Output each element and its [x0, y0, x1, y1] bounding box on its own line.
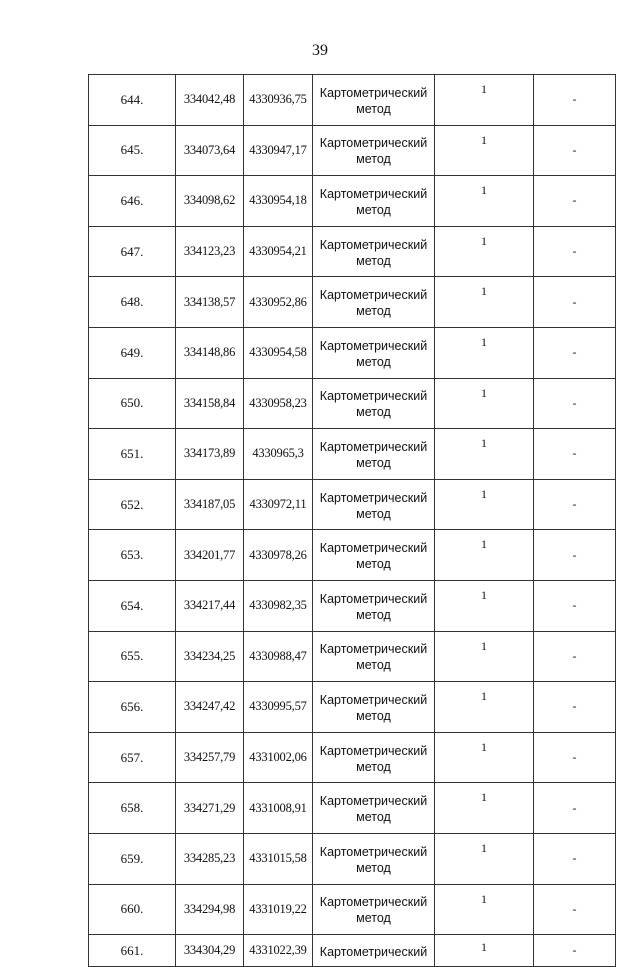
- accuracy-cell: 1: [435, 125, 534, 176]
- y-coordinate-cell: 4330982,35: [244, 580, 313, 631]
- accuracy-cell: 1: [435, 783, 534, 834]
- method-cell: [313, 783, 435, 834]
- page-number: 39: [312, 42, 328, 59]
- y-coordinate-cell: 4330947,17: [244, 125, 313, 176]
- y-coordinate-cell: 4330988,47: [244, 631, 313, 682]
- note-cell: -: [534, 884, 616, 935]
- note-cell: -: [534, 378, 616, 429]
- table-row: [89, 935, 616, 967]
- table-row: [89, 429, 616, 480]
- method-line-1: Картометрический: [319, 237, 428, 252]
- x-coordinate-cell: 334234,25: [176, 631, 244, 682]
- method-cell: [313, 884, 435, 935]
- point-number-cell: 649.: [89, 327, 176, 378]
- table-row: [89, 682, 616, 733]
- table-row: [89, 479, 616, 530]
- method-line-2: метод: [356, 455, 391, 470]
- note-cell: -: [534, 327, 616, 378]
- y-coordinate-cell: 4330954,18: [244, 176, 313, 227]
- table-row: [89, 327, 616, 378]
- method-cell: [313, 732, 435, 783]
- method-line-2: метод: [356, 607, 391, 622]
- table-row: [89, 783, 616, 834]
- accuracy-cell: 1: [435, 935, 534, 967]
- note-cell: -: [534, 479, 616, 530]
- table-row: [89, 378, 616, 429]
- method-line-1: Картометрический: [319, 642, 428, 657]
- x-coordinate-cell: 334201,77: [176, 530, 244, 581]
- accuracy-cell: 1: [435, 833, 534, 884]
- method-cell: [313, 530, 435, 581]
- method-cell: [313, 631, 435, 682]
- accuracy-cell: 1: [435, 176, 534, 227]
- point-number-cell: 652.: [89, 479, 176, 530]
- accuracy-cell: 1: [435, 75, 534, 126]
- point-number-cell: 646.: [89, 176, 176, 227]
- table-row: [89, 226, 616, 277]
- method-cell: [313, 682, 435, 733]
- table-row: [89, 530, 616, 581]
- method-line-1: Картометрический: [319, 743, 428, 758]
- y-coordinate-cell: 4331022,39: [244, 935, 313, 967]
- note-cell: -: [534, 783, 616, 834]
- note-cell: -: [534, 176, 616, 227]
- table-row: [89, 125, 616, 176]
- note-cell: -: [534, 631, 616, 682]
- method-line-1: Картометрический: [319, 944, 428, 959]
- accuracy-cell: 1: [435, 530, 534, 581]
- method-line-2: метод: [356, 911, 391, 926]
- point-number-cell: 659.: [89, 833, 176, 884]
- method-cell: [313, 176, 435, 227]
- method-cell: [313, 935, 435, 967]
- note-cell: -: [534, 429, 616, 480]
- method-line-1: Картометрический: [319, 288, 428, 303]
- accuracy-cell: 1: [435, 682, 534, 733]
- y-coordinate-cell: 4330978,26: [244, 530, 313, 581]
- x-coordinate-cell: 334304,29: [176, 935, 244, 967]
- method-cell: [313, 429, 435, 480]
- accuracy-cell: 1: [435, 884, 534, 935]
- accuracy-cell: 1: [435, 429, 534, 480]
- method-line-2: метод: [356, 759, 391, 774]
- point-number-cell: 651.: [89, 429, 176, 480]
- point-number-cell: 644.: [89, 75, 176, 126]
- table-row: [89, 833, 616, 884]
- method-line-1: Картометрический: [319, 389, 428, 404]
- point-number-cell: 660.: [89, 884, 176, 935]
- y-coordinate-cell: 4331008,91: [244, 783, 313, 834]
- method-line-1: Картометрический: [319, 338, 428, 353]
- point-number-cell: 658.: [89, 783, 176, 834]
- note-cell: -: [534, 125, 616, 176]
- method-line-1: Картометрический: [319, 85, 428, 100]
- point-number-cell: 650.: [89, 378, 176, 429]
- x-coordinate-cell: 334158,84: [176, 378, 244, 429]
- y-coordinate-cell: 4331015,58: [244, 833, 313, 884]
- note-cell: -: [534, 75, 616, 126]
- method-cell: [313, 125, 435, 176]
- y-coordinate-cell: 4330954,21: [244, 226, 313, 277]
- method-line-1: Картометрический: [319, 186, 428, 201]
- x-coordinate-cell: 334257,79: [176, 732, 244, 783]
- method-line-2: метод: [356, 405, 391, 420]
- accuracy-cell: 1: [435, 277, 534, 328]
- method-line-1: Картометрический: [319, 541, 428, 556]
- point-number-cell: 656.: [89, 682, 176, 733]
- accuracy-cell: 1: [435, 631, 534, 682]
- x-coordinate-cell: 334285,23: [176, 833, 244, 884]
- x-coordinate-cell: 334042,48: [176, 75, 244, 126]
- method-line-2: метод: [356, 202, 391, 217]
- x-coordinate-cell: 334247,42: [176, 682, 244, 733]
- method-line-2: метод: [356, 557, 391, 572]
- coordinates-table: [88, 74, 616, 967]
- x-coordinate-cell: 334098,62: [176, 176, 244, 227]
- method-line-2: метод: [356, 101, 391, 116]
- y-coordinate-cell: 4330936,75: [244, 75, 313, 126]
- accuracy-cell: 1: [435, 226, 534, 277]
- note-cell: -: [534, 530, 616, 581]
- method-line-2: метод: [356, 152, 391, 167]
- y-coordinate-cell: 4330972,11: [244, 479, 313, 530]
- method-line-1: Картометрический: [319, 439, 428, 454]
- point-number-cell: 653.: [89, 530, 176, 581]
- accuracy-cell: 1: [435, 479, 534, 530]
- x-coordinate-cell: 334073,64: [176, 125, 244, 176]
- method-cell: [313, 226, 435, 277]
- method-cell: [313, 833, 435, 884]
- accuracy-cell: 1: [435, 732, 534, 783]
- method-cell: [313, 479, 435, 530]
- method-cell: [313, 378, 435, 429]
- table-row: [89, 732, 616, 783]
- method-line-1: Картометрический: [319, 591, 428, 606]
- note-cell: -: [534, 732, 616, 783]
- table-row: [89, 75, 616, 126]
- table-row: [89, 176, 616, 227]
- x-coordinate-cell: 334173,89: [176, 429, 244, 480]
- note-cell: -: [534, 682, 616, 733]
- point-number-cell: 657.: [89, 732, 176, 783]
- table-row: [89, 580, 616, 631]
- point-number-cell: 645.: [89, 125, 176, 176]
- point-number-cell: 648.: [89, 277, 176, 328]
- method-cell: [313, 75, 435, 126]
- accuracy-cell: 1: [435, 580, 534, 631]
- y-coordinate-cell: 4330954,58: [244, 327, 313, 378]
- method-line-2: метод: [356, 658, 391, 673]
- point-number-cell: 647.: [89, 226, 176, 277]
- x-coordinate-cell: 334217,44: [176, 580, 244, 631]
- point-number-cell: 661.: [89, 935, 176, 967]
- method-line-2: метод: [356, 860, 391, 875]
- note-cell: -: [534, 226, 616, 277]
- note-cell: -: [534, 277, 616, 328]
- point-number-cell: 655.: [89, 631, 176, 682]
- method-cell: [313, 277, 435, 328]
- method-line-2: метод: [356, 708, 391, 723]
- x-coordinate-cell: 334187,05: [176, 479, 244, 530]
- y-coordinate-cell: 4330965,3: [244, 429, 313, 480]
- note-cell: -: [534, 833, 616, 884]
- y-coordinate-cell: 4330952,86: [244, 277, 313, 328]
- y-coordinate-cell: 4330958,23: [244, 378, 313, 429]
- method-line-2: метод: [356, 253, 391, 268]
- method-line-1: Картометрический: [319, 136, 428, 151]
- method-line-1: Картометрический: [319, 895, 428, 910]
- y-coordinate-cell: 4331019,22: [244, 884, 313, 935]
- method-line-2: метод: [356, 506, 391, 521]
- x-coordinate-cell: 334271,29: [176, 783, 244, 834]
- method-line-1: Картометрический: [319, 794, 428, 809]
- point-number-cell: 654.: [89, 580, 176, 631]
- method-line-1: Картометрический: [319, 490, 428, 505]
- y-coordinate-cell: 4331002,06: [244, 732, 313, 783]
- x-coordinate-cell: 334123,23: [176, 226, 244, 277]
- method-line-2: метод: [356, 354, 391, 369]
- accuracy-cell: 1: [435, 327, 534, 378]
- method-line-2: метод: [356, 304, 391, 319]
- note-cell: -: [534, 580, 616, 631]
- method-line-2: метод: [356, 810, 391, 825]
- method-cell: [313, 580, 435, 631]
- table-row: [89, 884, 616, 935]
- accuracy-cell: 1: [435, 378, 534, 429]
- method-line-1: Картометрический: [319, 844, 428, 859]
- note-cell: -: [534, 935, 616, 967]
- y-coordinate-cell: 4330995,57: [244, 682, 313, 733]
- x-coordinate-cell: 334148,86: [176, 327, 244, 378]
- x-coordinate-cell: 334294,98: [176, 884, 244, 935]
- x-coordinate-cell: 334138,57: [176, 277, 244, 328]
- table-row: [89, 631, 616, 682]
- method-line-1: Картометрический: [319, 692, 428, 707]
- method-cell: [313, 327, 435, 378]
- table-row: [89, 277, 616, 328]
